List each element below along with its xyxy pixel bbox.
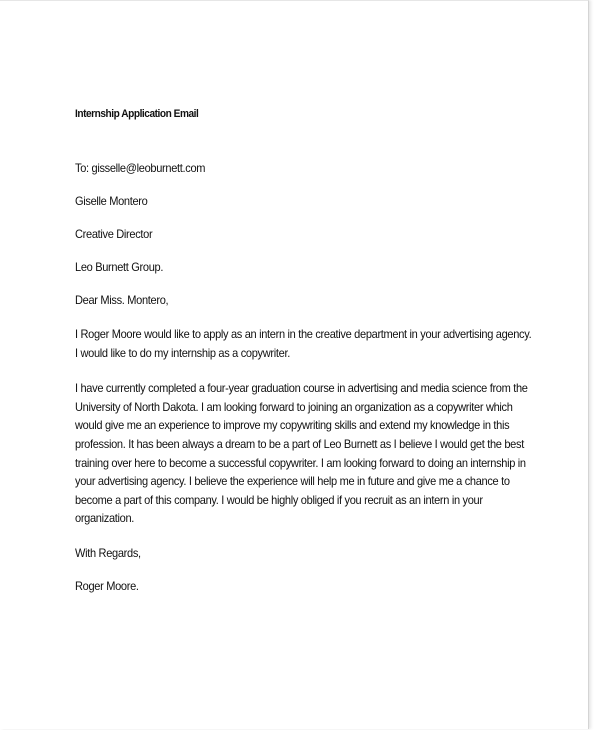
closing: With Regards,: [75, 545, 141, 560]
body-paragraph-2: I have currently completed a four-year graduation course in advertising and media science from the University of North Dakota. I am looking forward to joining an organization as a copywriter which would give me an experience to improve my copywriting skills and extend my knowledge in this profession. It has been always a dream to be a part of Leo Burnett as I believe I would get the best training over here to become a successful copywriter. I am looking forward to doing an internship in your advertising agency. I believe the experience will help me in future and give me a chance to become a part of this company. I would be highly obliged if you recruit as an intern in your organization.: [75, 381, 528, 526]
signature: Roger Moore.: [75, 578, 139, 593]
document-title: Internship Application Email: [75, 108, 199, 120]
recipient-company: Leo Burnett Group.: [75, 260, 164, 274]
body-paragraph-1: I Roger Moore would like to apply as an intern in the creative department in your advertising agency. I would like to do my internship as a copywriter.: [75, 327, 532, 360]
recipient-name: Giselle Montero: [75, 194, 148, 208]
salutation: Dear Miss. Montero,: [75, 293, 169, 307]
to-line: To: gisselle@leoburnett.com: [75, 161, 206, 175]
email-document: [75, 106, 532, 594]
recipient-title: Creative Director: [75, 227, 153, 241]
